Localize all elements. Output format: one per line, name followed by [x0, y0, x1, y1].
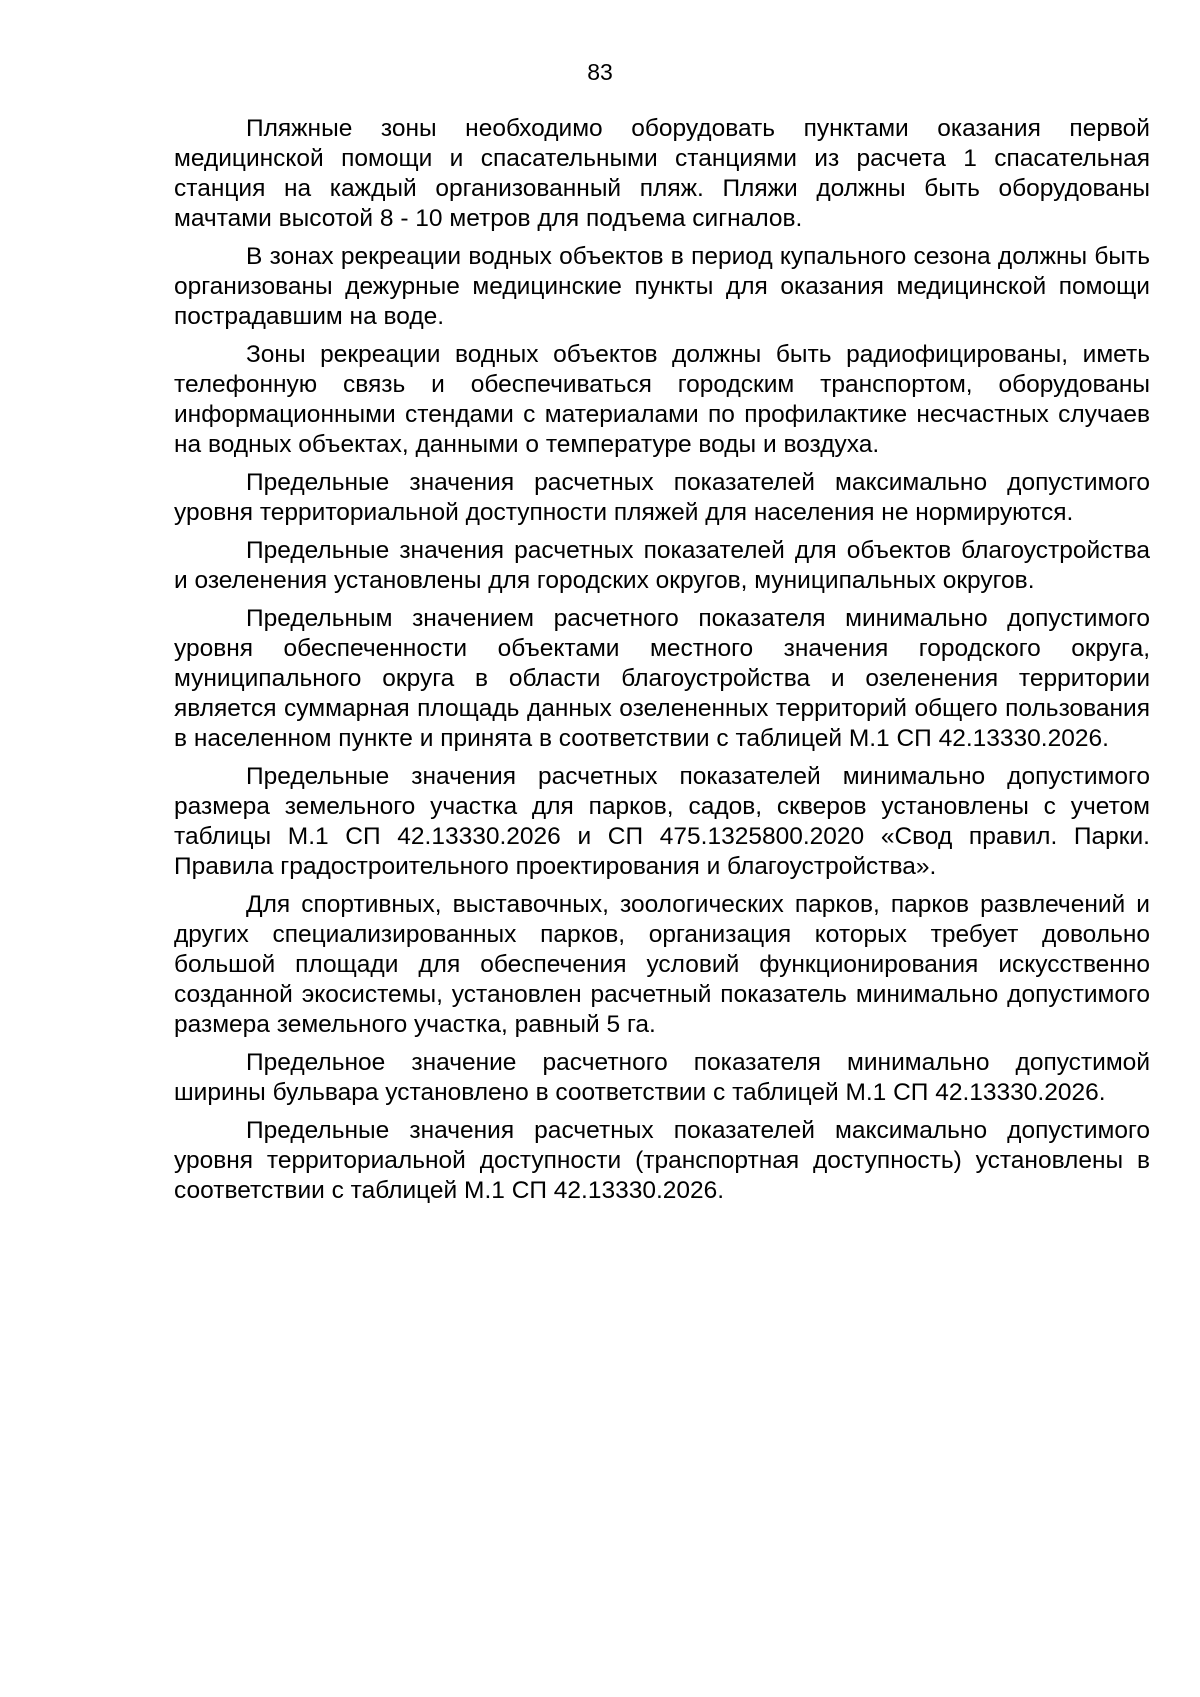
paragraph: В зонах рекреации водных объектов в период купального сезона должны быть организованы дежурные медицинские пункты для оказания медицинской помощи пострадавшим на воде.	[174, 243, 1150, 330]
document-body	[174, 114, 1150, 1214]
paragraph: Предельные значения расчетных показателей для объектов благоустройства и озеленения установлены для городских округов, муниципальных округов.	[174, 537, 1150, 594]
paragraph: Предельное значение расчетного показателя минимально допустимой ширины бульвара установлено в соответствии с таблицей М.1 СП 42.13330.2026.	[174, 1049, 1150, 1106]
paragraph: Предельные значения расчетных показателей максимально допустимого уровня территориальной доступности пляжей для населения не нормируются.	[174, 469, 1150, 526]
paragraph: Зоны рекреации водных объектов должны быть радиофицированы, иметь телефонную связь и обеспечиваться городским транспортом, оборудованы информационными стендами с материалами по профилактике несчастных случаев на водных объектах, данными о температуре воды и воздуха.	[174, 341, 1150, 458]
page-number: 83	[587, 59, 613, 85]
paragraph: Предельным значением расчетного показателя минимально допустимого уровня обеспеченности объектами местного значения городского округа, муниципального округа в области благоустройства и озеленения территории является суммарная площадь данных озелененных территорий общего пользования в населенном пункте и принята в соответствии с таблицей М.1 СП 42.13330.2026.	[174, 605, 1150, 752]
paragraph: Предельные значения расчетных показателей минимально допустимого размера земельного участка для парков, садов, скверов установлены с учетом таблицы М.1 СП 42.13330.2026 и СП 475.1325800.2020 «Свод правил. Парки. Правила градостроительного проектирования и благоустройства».	[174, 763, 1150, 880]
paragraph: Пляжные зоны необходимо оборудовать пунктами оказания первой медицинской помощи и спасательными станциями из расчета 1 спасательная станция на каждый организованный пляж. Пляжи должны быть оборудованы мачтами высотой 8 - 10 метров для подъема сигналов.	[174, 115, 1150, 232]
paragraph: Предельные значения расчетных показателей максимально допустимого уровня территориальной доступности (транспортная доступность) установлены в соответствии с таблицей М.1 СП 42.13330.2026.	[174, 1117, 1150, 1204]
paragraph: Для спортивных, выставочных, зоологических парков, парков развлечений и других специализированных парков, организация которых требует довольно большой площади для обеспечения условий функционирования искусственно созданной экосистемы, установлен расчетный показатель минимально допустимого размера земельного участка, равный 5 га.	[174, 891, 1150, 1038]
